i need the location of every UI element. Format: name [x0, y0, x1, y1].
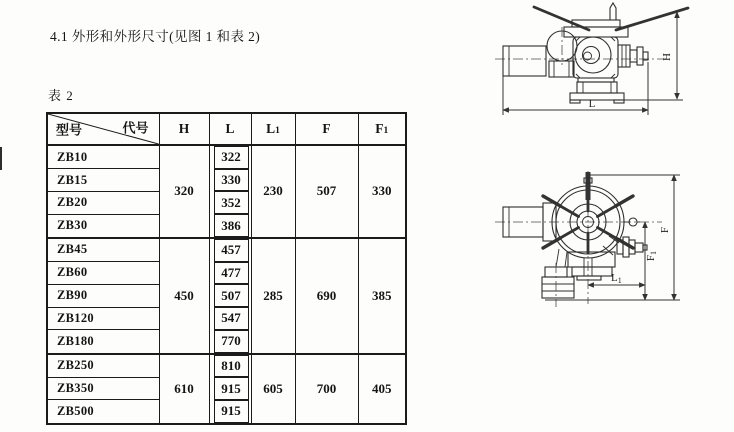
l-value-cell: 322	[209, 145, 251, 169]
dimensions-table	[46, 112, 407, 425]
f-value-cell: 690	[295, 238, 358, 354]
l-value-cell: 810	[209, 354, 251, 378]
table-row	[47, 145, 406, 169]
l-value-cell: 457	[209, 238, 251, 262]
h-value-cell: 320	[159, 145, 209, 238]
h-value-cell: 450	[159, 238, 209, 354]
l-value-cell: 547	[209, 307, 251, 330]
model-cell: ZB500	[47, 400, 159, 424]
l1-value-cell: 230	[251, 145, 295, 238]
dim-label-l: L	[588, 98, 596, 110]
section-title: 4.1 外形和外形尺寸(见图 1 和表 2)	[50, 29, 261, 44]
motor-cylinder	[503, 46, 546, 76]
l-value-cell: 352	[209, 191, 251, 214]
dimension-l1	[588, 272, 645, 285]
f-value-cell: 700	[295, 354, 358, 424]
f1-value-cell: 385	[358, 238, 406, 354]
side-view-drawing	[495, 3, 688, 115]
f1-value-cell: 330	[358, 145, 406, 238]
l-value-cell: 770	[209, 330, 251, 354]
l-value-cell: 386	[209, 214, 251, 238]
handwheel-handle	[543, 238, 560, 248]
l-value-cell: 915	[209, 400, 251, 424]
model-cell: ZB15	[47, 169, 159, 192]
side-knob	[624, 218, 640, 226]
table-row	[47, 238, 406, 262]
actuator-front-view-figure	[492, 170, 734, 320]
model-cell: ZB30	[47, 214, 159, 238]
corner-model-label: 型号	[56, 122, 83, 138]
handwheel-bracket	[549, 61, 574, 77]
column-header-l: L	[209, 113, 251, 145]
model-cell: ZB350	[47, 377, 159, 400]
dim-label-f1: F1	[645, 250, 658, 262]
top-mounting-plate	[564, 3, 628, 37]
l-value-cell: 507	[209, 284, 251, 307]
model-cell: ZB250	[47, 354, 159, 378]
dimension-l	[503, 62, 648, 115]
front-view-drawing	[495, 171, 680, 307]
h-value-cell: 610	[159, 354, 209, 424]
corner-code-label: 代号	[122, 120, 149, 136]
model-cell: ZB10	[47, 145, 159, 169]
column-header-f: F	[295, 113, 358, 145]
dim-label-f: F	[659, 226, 671, 234]
model-cell: ZB45	[47, 238, 159, 262]
f1-value-cell: 405	[358, 354, 406, 424]
support-arm	[556, 249, 567, 267]
l-value-cell: 330	[209, 169, 251, 192]
table-header-row	[47, 113, 406, 145]
scan-edge-artifact	[0, 147, 2, 170]
l-value-cell: 915	[209, 377, 251, 400]
table-label: 表 2	[48, 88, 74, 103]
position-indicator-stem	[610, 3, 616, 20]
declutch-lever	[603, 236, 647, 257]
model-cell: ZB120	[47, 307, 159, 330]
model-cell: ZB60	[47, 262, 159, 285]
model-cell: ZB20	[47, 191, 159, 214]
handwheel-handle	[543, 196, 560, 206]
handwheel-handle	[616, 196, 633, 206]
l1-value-cell: 605	[251, 354, 295, 424]
dimension-f1	[645, 222, 658, 300]
actuator-side-view-figure	[492, 0, 734, 132]
corner-header-cell	[47, 113, 159, 145]
gear-housing-boxes	[568, 252, 615, 280]
output-shaft	[618, 45, 648, 67]
column-header-h: H	[159, 113, 209, 145]
f-value-cell: 507	[295, 145, 358, 238]
l-value-cell: 477	[209, 262, 251, 285]
column-header-f1: F1	[358, 113, 406, 145]
model-cell: ZB180	[47, 330, 159, 354]
dim-label-l1: L1	[611, 272, 622, 285]
model-cell: ZB90	[47, 284, 159, 307]
gear-body	[573, 37, 618, 82]
column-header-l1: L1	[251, 113, 295, 145]
dim-label-h: H	[661, 53, 673, 61]
l1-value-cell: 285	[251, 238, 295, 354]
base-pedestal	[570, 82, 624, 103]
table-row	[47, 354, 406, 378]
